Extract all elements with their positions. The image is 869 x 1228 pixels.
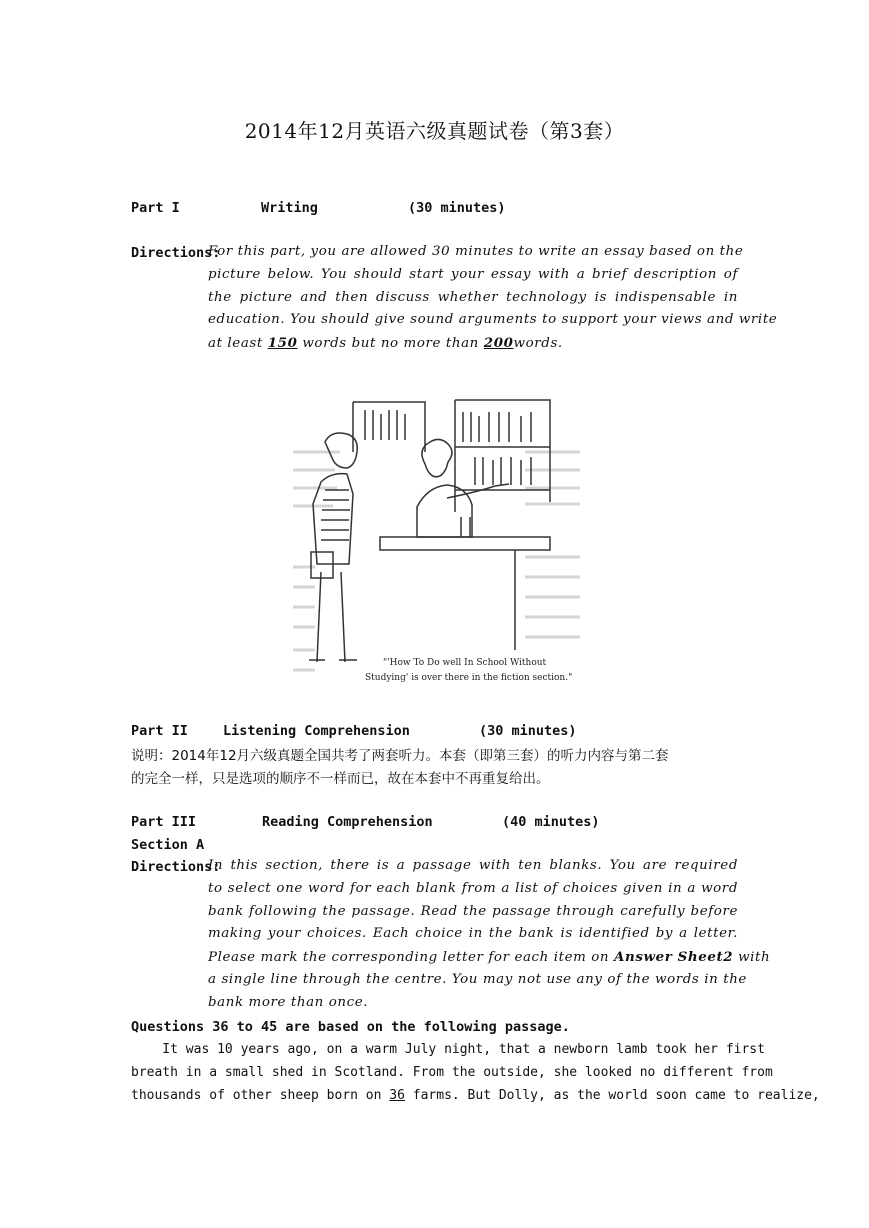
max-words: 200 <box>483 335 514 352</box>
passage-line: It was 10 years ago, on a warm July night, that a newborn lamb took her first <box>131 1042 765 1057</box>
part1-label: Part I <box>131 200 180 216</box>
passage-line: breath in a small shed in Scotland. From the outside, she looked no different from <box>131 1065 773 1080</box>
faded-text-background <box>293 452 580 670</box>
directions-line: the picture and then discuss whether technology is indispensable in <box>208 289 738 305</box>
cartoon-drawing <box>285 392 585 694</box>
part2-name: Listening Comprehension <box>223 723 410 739</box>
cartoon-image <box>285 392 585 694</box>
directions-line: making your choices. Each choice in the bank is identified by a letter. <box>208 926 738 942</box>
directions-line: picture below. You should start your essay with a brief description of <box>208 266 738 282</box>
directions-line: a single line through the centre. You may not use any of the words in the <box>208 971 747 987</box>
directions-line: education. You should give sound arguments to support your views and write <box>208 312 778 328</box>
page-title: 2014年12月英语六级真题试卷（第3套） <box>244 119 625 143</box>
desk <box>380 537 550 650</box>
directions-line: In this section, there is a passage with ten blanks. You are required <box>208 858 738 873</box>
part2-note-line2: 的完全一样，只是选项的顺序不一样而已，故在本套中不再重复给出。 <box>131 771 550 787</box>
part2-label: Part II <box>131 723 188 739</box>
part1-heading <box>131 200 506 216</box>
directions-line: at least 150 words but no more than 200words. <box>208 335 563 352</box>
part3-time: (40 minutes) <box>502 814 600 830</box>
part2-time: (30 minutes) <box>479 723 577 739</box>
directions-line: bank following the passage. Read the passage through carefully before <box>208 903 738 919</box>
directions-line: Please mark the corresponding letter for each item on Answer Sheet2 with <box>208 949 771 966</box>
answer-sheet-ref: Answer Sheet2 <box>614 949 734 966</box>
directions-line: bank more than once. <box>208 994 369 1010</box>
librarian-figure <box>417 439 509 537</box>
directions-line: to select one word for each blank from a list of choices given in a word <box>208 880 738 896</box>
section-a-heading: Section A <box>131 837 205 853</box>
part3-heading <box>131 814 600 830</box>
passage-line: thousands of other sheep born on 36 farms. But Dolly, as the world soon came to realize, <box>131 1088 820 1103</box>
directions-line: For this part, you are allowed 30 minutes to write an essay based on the <box>208 244 744 259</box>
part1-time: (30 minutes) <box>408 200 506 216</box>
part3-label: Part III <box>131 814 197 830</box>
part3-directions <box>208 855 771 1015</box>
part1-name: Writing <box>261 200 318 216</box>
part1-directions <box>208 241 778 355</box>
questions-heading: Questions 36 to 45 are based on the following passage. <box>131 1019 570 1035</box>
part3-name: Reading Comprehension <box>262 814 433 830</box>
min-words: 150 <box>267 335 298 352</box>
blank-36: 36 <box>389 1088 405 1103</box>
cartoon-caption-line2: Studying' is over there in the fiction section." <box>365 673 573 683</box>
part2-heading <box>131 723 577 739</box>
cartoon-caption-line1: "'How To Do well In School Without <box>383 658 547 668</box>
part1-directions-label: Directions: <box>131 245 221 261</box>
part3-directions-label: Directions: <box>131 859 221 875</box>
part2-note-line1: 说明：2014年12月六级真题全国共考了两套听力。本套（即第三套）的听力内容与第二套 <box>131 748 669 764</box>
student-figure <box>309 433 357 662</box>
